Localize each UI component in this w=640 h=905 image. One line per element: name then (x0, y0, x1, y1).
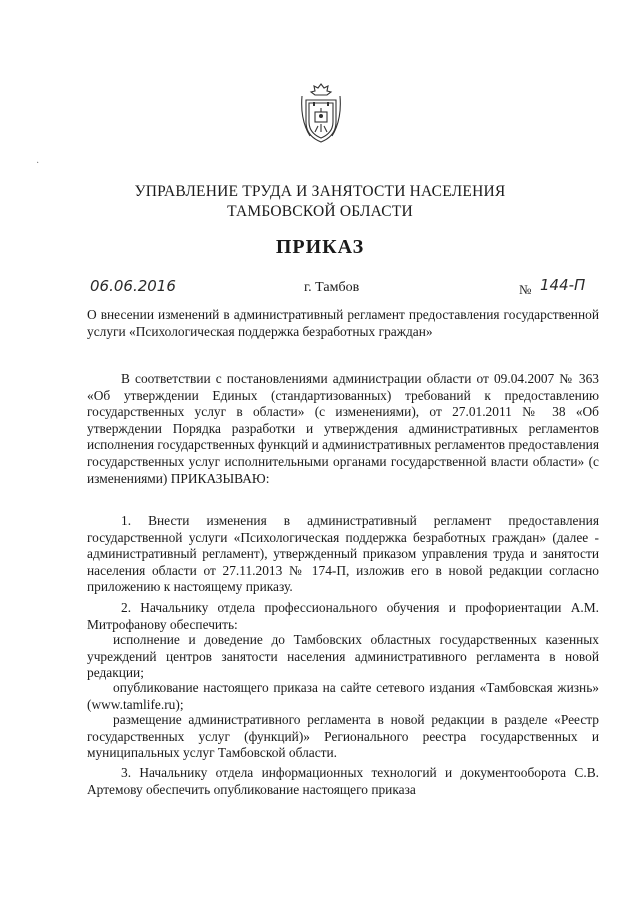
document-subject: О внесении изменений в административный регламент предоставления государственной услуги «Психологическая поддержка безработных граждан» (87, 307, 599, 339)
organization-name-line1: УПРАВЛЕНИЕ ТРУДА И ЗАНЯТОСТИ НАСЕЛЕНИЯ (134, 183, 506, 200)
document-date: 06.06.2016 (90, 277, 176, 295)
coat-of-arms-icon (300, 82, 342, 144)
organization-name-line2: ТАМБОВСКОЙ ОБЛАСТИ (227, 203, 413, 220)
scan-speck: · (36, 158, 40, 169)
order-item-2-subitem-a: исполнение и доведение до Тамбовских областных государственных казенных учреждений центров занятости населения административного регламента в новой редакции; (87, 632, 599, 681)
document-number: 144-П (540, 276, 586, 294)
preamble-paragraph: В соответствии с постановлениями администрации области от 09.04.2007 № 363 «Об утверждении Единых (стандартизованных) требований к предоставлению государственных услуг в области» (с изменениями), от 27.01.2011 № 38 «Об утверждении Порядка разработки и утверждения административных регламентов исполнения государственных функций и административных регламентов предоставления государственных услуг исполнительными органами государственной власти области» (с изменениями) ПРИКАЗЫВАЮ: (87, 371, 599, 486)
order-item-1: 1. Внести изменения в административный регламент предоставления государственной услуги «Психологическая поддержка безработных граждан» (далее - административный регламент), утвержденный приказом управления труда и занятости населения области от 27.11.2013 № 174-П, изложив его в новой редакции согласно приложению к настоящему приказу. (87, 513, 599, 595)
number-label: № (519, 282, 532, 297)
document-title: ПРИКАЗ (275, 236, 365, 258)
document-city: г. Тамбов (304, 280, 360, 295)
order-item-3: 3. Начальнику отдела информационных технологий и документооборота С.В. Артемову обеспечить опубликование настоящего приказа (87, 765, 599, 797)
order-item-2-subitem-b: опубликование настоящего приказа на сайте сетевого издания «Тамбовская жизнь» (www.tamlife.ru); (87, 680, 599, 712)
order-item-2-subitem-c: размещение административного регламента в новой редакции в разделе «Реестр государственных услуг (функций)» Регионального реестра государственных и муниципальных услуг Тамбовской области. (87, 712, 599, 761)
order-item-2: 2. Начальнику отдела профессионального обучения и профориентации А.М. Митрофанову обеспечить: (87, 600, 599, 632)
